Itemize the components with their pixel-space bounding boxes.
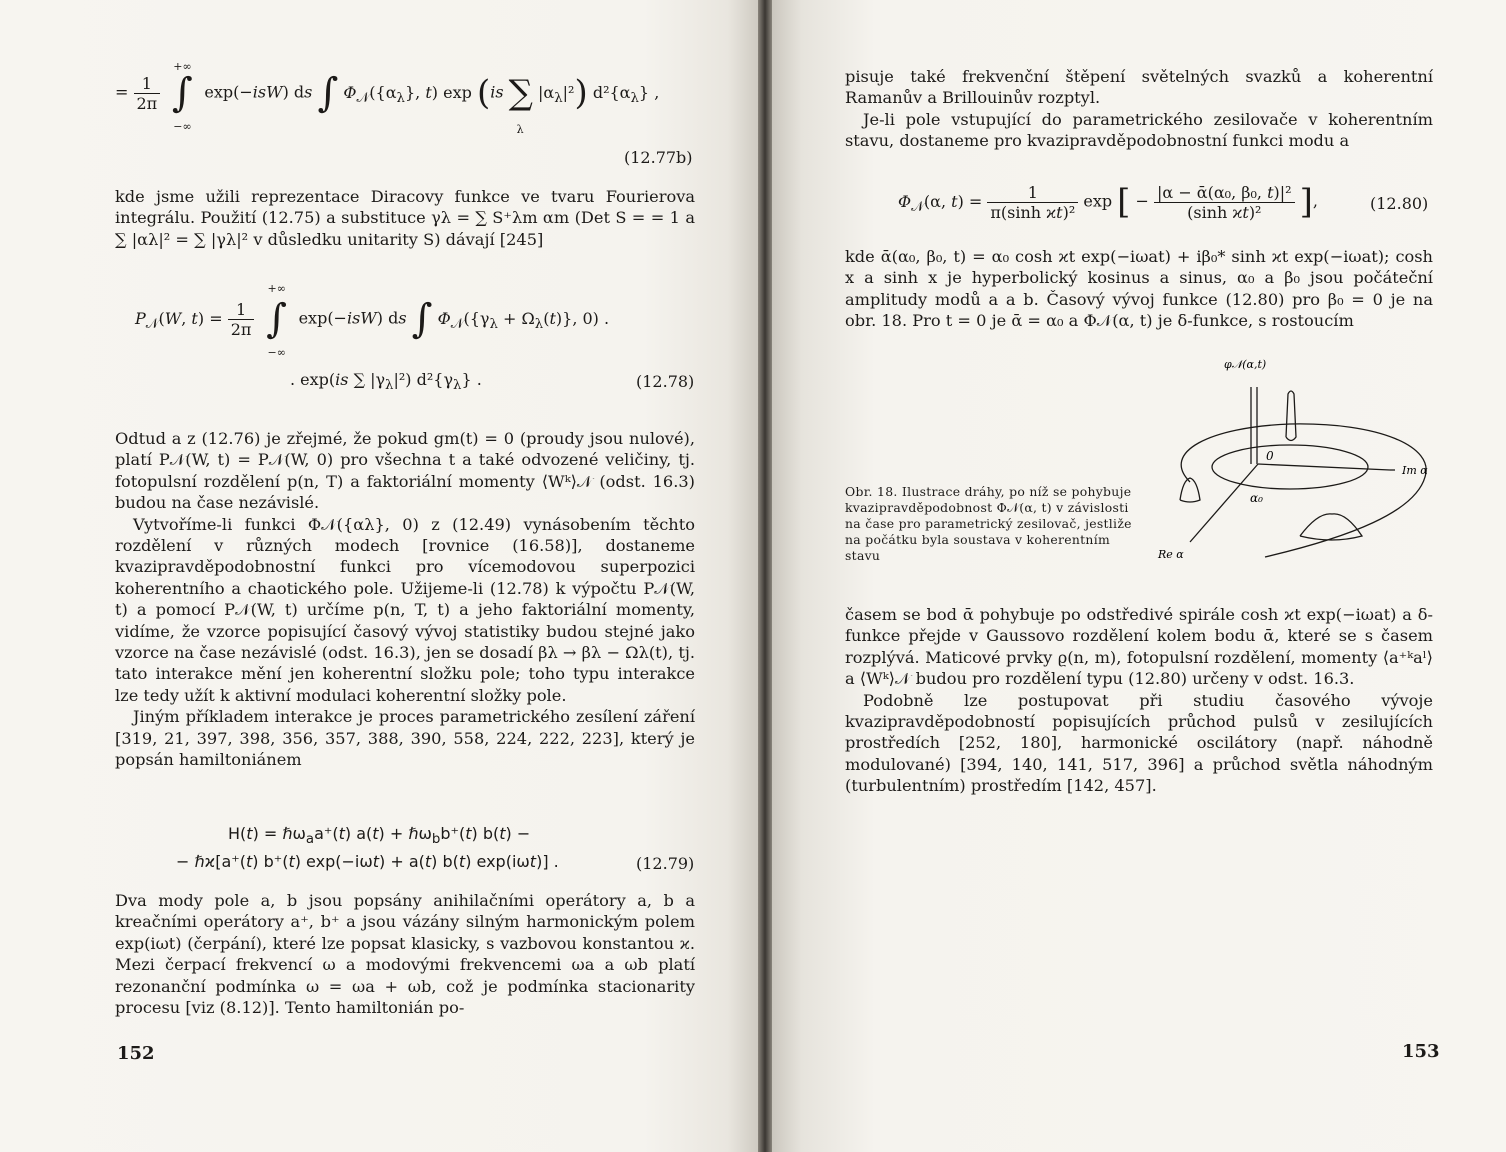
figure-label-im: Im α — [1402, 464, 1428, 477]
equation-12-78-line2: . exp(is ∑ $|\gamma_\lambda|^2$) $d^2\{\gamma_\lambda\}$ . — [290, 370, 482, 394]
paragraph: Dva mody pole a, b jsou popsány anihilačními operátory a, b a kreačními operátory a⁺, b⁺ a jsou vázány silným harmonickým polem exp(iωt) (čerpání), které lze popsat klasicky, s vazbovou konstantou ϰ. Mezi čerpací frekvencí ω a modovými frekvencemi ωa a ωb platí rezonanční podmínka ω = ωa + ωb, což je podmínka stacionarity procesu [viz (8.12)]. Tento hamiltonián po- — [115, 891, 695, 1018]
equation-number: (12.80) — [1370, 194, 1429, 213]
paragraph: Je-li pole vstupující do parametrického zesilovače v koherentním stavu, dostaneme pro kvazipravděpodobnostní funkci modu a — [845, 109, 1433, 151]
figure-label-re: Re α — [1158, 548, 1184, 561]
paragraph: časem se bod ᾱ pohybuje po odstředivé spirále cosh ϰt exp(−iωat) a δ-funkce přejde v Gaussovo rozdělení kolem bodu ᾱ, které se s časem rozplývá. Maticové prvky ϱ(n, m), fotopulsní rozdělení, momenty ⟨a⁺ᵏaˡ⟩ a ⟨Wᵏ⟩𝒩 budou pro rozdělení typu (12.80) určeny v odst. 16.3. — [845, 605, 1433, 689]
figure-label-alpha0: α₀ — [1250, 491, 1263, 505]
equation-12-79-line1: H(t) = ℏω$_a$a⁺(t) a(t) + ℏω$_b$b⁺(t) b(t) − — [228, 824, 531, 848]
equation-number: (12.77b) — [624, 148, 693, 167]
equation-12-80: $\Phi_𝒩(\alpha$, t) = $\frac{1}{\text{π(sinh ϰt)²}}$ exp [ − $\frac{\text{|α − ᾱ(α₀, β₀, t)|²}}{\text{(sinh ϰt)²}}$ ], — [898, 182, 1319, 222]
equation-number: (12.78) — [636, 372, 695, 391]
paragraph: Vytvoříme-li funkci Φ𝒩({αλ}, 0) z (12.49) vynásobením těchto rozdělení v různých modech [rovnice (16.58)], dostaneme kvazipravděpodobnostní funkci pro vícemodovou superpozici koherentního a chaotického pole. Užijeme-li (12.78) k výpočtu P𝒩(W, t) a pomocí P𝒩(W, t) určíme p(n, T, t) a jeho faktoriální momenty, vidíme, že vzorce popisující časový vývoj statistiky budou stejné jako vzorce na čase nezávislé (odst. 16.3), jen se dosadí βλ → βλ − Ωλ(t), tj. tato interakce mění jen koherentní složku pole; toho typu interakce lze tedy užít k aktivní modulaci koherentní složky pole. — [115, 514, 695, 705]
figure-label-phi: φ𝒩(α,t) — [1224, 358, 1267, 371]
equation-12-79-line2: − ℏϰ[a⁺(t) b⁺(t) exp(−iωt) + a(t) b(t) exp(iωt)] . — [176, 852, 559, 871]
equation-12-78: $P_𝒩(W$, t) = $\frac{1}{2\pi}$ +∞ ∫ −∞ exp(−isW) ds ∫ $\Phi_𝒩(\{\gamma_\lambda + \Omega_\lambda(t)\}$, 0) . — [135, 282, 610, 359]
paragraph: Podobně lze postupovat při studiu časového vývoje kvazipravděpodobností popisujících průchod pulsů v zesilujících prostředích [252, 180], harmonické oscilátory (např. náhodně modulované) [394, 140, 141, 517, 396] a průchod světla náhodným (turbulentním) prostředím [142, 457]. — [845, 690, 1433, 796]
page-number: 152 — [117, 1043, 155, 1064]
paragraph: Odtud a z (12.76) je zřejmé, že pokud gm(t) = 0 (proudy jsou nulové), platí P𝒩(W, t) = P𝒩(W, 0) pro všechna t a také odvozené veličiny, tj. fotopulsní rozdělení p(n, T) a faktoriální momenty ⟨Wᵏ⟩𝒩 (odst. 16.3) budou na čase nezávislé. — [115, 429, 695, 513]
figure-18-spiral — [1150, 352, 1450, 582]
paragraph: kde jsme užili reprezentace Diracovy funkce ve tvaru Fourierova integrálu. Použití (12.75) a substituce γλ = ∑ S⁺λm αm (Det S = = 1 a ∑ |αλ|² = ∑ |γλ|² v důsledku unitarity S) dávají [245] — [115, 187, 695, 249]
figure-label-zero: 0 — [1266, 449, 1274, 463]
paragraph: pisuje také frekvenční štěpení světelných svazků a koherentní Ramanův a Brillouinův rozptyl. — [845, 67, 1433, 108]
page-number: 153 — [1402, 1041, 1440, 1062]
equation-number: (12.79) — [636, 854, 695, 873]
paragraph: Jiným příkladem interakce je proces parametrického zesílení záření [319, 21, 397, 398, 356, 357, 388, 390, 558, 224, 222, 223], který je popsán hamiltoniánem — [115, 707, 695, 770]
paragraph: kde ᾱ(α₀, β₀, t) = α₀ cosh ϰt exp(−iωat) + iβ₀* sinh ϰt exp(−iωat); cosh x a sinh x je hyperbolický kosinus a sinus, α₀ a β₀ jsou počáteční amplitudy modů a a b. Časový vývoj funkce (12.80) pro β₀ = 0 je na obr. 18. Pro t = 0 je ᾱ = α₀ a Φ𝒩(α, t) je δ-funkce, s rostoucím — [845, 247, 1433, 331]
book-gutter — [758, 0, 772, 1152]
equation-12-77b: = $\frac{1}{2\pi}$ +∞ ∫ −∞ exp(−isW) ds ∫ $\Phi_𝒩(\{\alpha_\lambda\}$, t) exp (is ∑ λ $|\alpha_\lambda|^2$) $d^2\{\alpha_\lambda\}$ , — [115, 60, 660, 136]
figure-caption: Obr. 18. Ilustrace dráhy, po níž se pohybuje kvazipravděpodobnost Φ𝒩(α, t) v závislosti na čase pro parametrický zesilovač, jestliže na počátku byla soustava v koherentním stavu — [845, 484, 1132, 563]
